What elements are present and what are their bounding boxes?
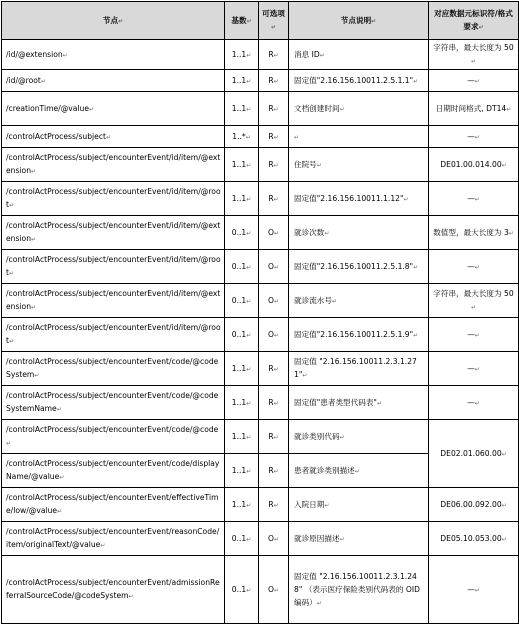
optional-cell: O↵ — [259, 522, 289, 556]
description-cell: 入院日期↵ — [289, 488, 429, 522]
table-row — [2, 488, 519, 522]
node-path-cell: /controlActProcess/subject/encounterEvent/code/@code↵ — [2, 420, 225, 454]
optional-cell: O↵ — [259, 216, 289, 250]
format-cell: —↵ — [429, 70, 519, 92]
node-path-cell: /id/@extension↵ — [2, 40, 225, 70]
cardinality-cell: 1..1↵ — [225, 352, 259, 386]
format-cell: —↵ — [429, 556, 519, 624]
cardinality-cell: 1..1↵ — [225, 70, 259, 92]
table-row — [2, 70, 519, 92]
table-row — [2, 284, 519, 318]
table-header-row — [2, 2, 519, 40]
format-cell: DE01.00.014.00↵ — [429, 148, 519, 182]
table-row — [2, 250, 519, 284]
cardinality-cell: 1..1↵ — [225, 92, 259, 126]
description-cell: 固定值"2.16.156.10011.2.5.1.8"↵ — [289, 250, 429, 284]
table-row — [2, 318, 519, 352]
cardinality-cell: 0..1↵ — [225, 522, 259, 556]
description-cell: 固定值"2.16.156.10011.2.5.1.9"↵ — [289, 318, 429, 352]
description-cell: 就诊流水号↵ — [289, 284, 429, 318]
optional-cell: R↵ — [259, 420, 289, 454]
format-cell: —↵ — [429, 352, 519, 386]
description-cell: 固定值 "2.16.156.10011.2.3.1.271"↵ — [289, 352, 429, 386]
cardinality-cell: 1..1↵ — [225, 454, 259, 488]
node-path-cell: /creationTime/@value↵ — [2, 92, 225, 126]
node-path-cell: /controlActProcess/subject/encounterEvent/code/@codeSystem↵ — [2, 352, 225, 386]
node-path-cell: /controlActProcess/subject/encounterEvent/effectiveTime/low/@value↵ — [2, 488, 225, 522]
data-element-table — [1, 1, 519, 624]
format-cell: 数值型，最大长度为 3↵ — [429, 216, 519, 250]
header-node: 节点↵ — [2, 2, 225, 40]
description-cell: 患者就诊类别描述↵ — [289, 454, 429, 488]
node-path-cell: /controlActProcess/subject/encounterEvent/id/item/@extension↵ — [2, 148, 225, 182]
format-cell: 日期时间格式, DT14↵ — [429, 92, 519, 126]
description-cell: 固定值 "2.16.156.10011.2.3.1.248" （表示医疗保险类别代码表的 OID 编码）↵ — [289, 556, 429, 624]
node-path-cell: /controlActProcess/subject/encounterEvent/id/item/@root↵ — [2, 250, 225, 284]
cardinality-cell: 1..*↵ — [225, 126, 259, 148]
description-cell: 消息 ID↵ — [289, 40, 429, 70]
table-row — [2, 182, 519, 216]
description-cell: 固定值"2.16.156.10011.1.12"↵ — [289, 182, 429, 216]
cardinality-cell: 1..1↵ — [225, 420, 259, 454]
optional-cell: O↵ — [259, 284, 289, 318]
node-path-cell: /controlActProcess/subject/encounterEvent/id/item/@extension↵ — [2, 216, 225, 250]
format-cell: —↵ — [429, 386, 519, 420]
format-cell: —↵ — [429, 126, 519, 148]
table-row — [2, 556, 519, 624]
optional-cell: O↵ — [259, 556, 289, 624]
cardinality-cell: 1..1↵ — [225, 488, 259, 522]
description-cell: 就诊原因描述↵ — [289, 522, 429, 556]
format-cell-merged: DE02.01.060.00↵ — [429, 420, 519, 488]
description-cell: 就诊次数↵ — [289, 216, 429, 250]
cardinality-cell: 0..1↵ — [225, 318, 259, 352]
description-cell: 文档创建时间↵ — [289, 92, 429, 126]
optional-cell: R↵ — [259, 70, 289, 92]
optional-cell: O↵ — [259, 250, 289, 284]
optional-cell: R↵ — [259, 454, 289, 488]
cardinality-cell: 1..1↵ — [225, 386, 259, 420]
format-cell: DE06.00.092.00↵ — [429, 488, 519, 522]
optional-cell: R↵ — [259, 182, 289, 216]
node-path-cell: /controlActProcess/subject/encounterEvent/code/@codeSystemName↵ — [2, 386, 225, 420]
optional-cell: R↵ — [259, 148, 289, 182]
format-cell: DE05.10.053.00↵ — [429, 522, 519, 556]
header-optional: 可选项↵ — [259, 2, 289, 40]
cardinality-cell: 0..1↵ — [225, 250, 259, 284]
description-cell: 固定值"2.16.156.10011.2.5.1.1"↵ — [289, 70, 429, 92]
table-row — [2, 126, 519, 148]
cardinality-cell: 0..1↵ — [225, 556, 259, 624]
node-path-cell: /id/@root↵ — [2, 70, 225, 92]
format-cell: 字符串，最大长度为 50↵ — [429, 284, 519, 318]
cardinality-cell: 1..1↵ — [225, 40, 259, 70]
format-cell: —↵ — [429, 318, 519, 352]
node-path-cell: /controlActProcess/subject/encounterEvent/id/item/@extension↵ — [2, 284, 225, 318]
node-path-cell: /controlActProcess/subject/encounterEvent/reasonCode/item/originalText/@value↵ — [2, 522, 225, 556]
description-cell: 住院号↵ — [289, 148, 429, 182]
format-cell: —↵ — [429, 182, 519, 216]
description-cell: 就诊类别代码↵ — [289, 420, 429, 454]
node-path-cell: /controlActProcess/subject/encounterEvent/code/displayName/@value↵ — [2, 454, 225, 488]
node-path-cell: /controlActProcess/subject/encounterEvent/admissionReferralSourceCode/@codeSystem↵ — [2, 556, 225, 624]
node-path-cell: /controlActProcess/subject↵ — [2, 126, 225, 148]
node-path-cell: /controlActProcess/subject/encounterEvent/id/item/@root↵ — [2, 318, 225, 352]
format-cell: —↵ — [429, 250, 519, 284]
cardinality-cell: 0..1↵ — [225, 284, 259, 318]
description-cell: ↵ — [289, 126, 429, 148]
table-row — [2, 148, 519, 182]
optional-cell: R↵ — [259, 352, 289, 386]
table-row — [2, 386, 519, 420]
cardinality-cell: 0..1↵ — [225, 216, 259, 250]
cardinality-cell: 1..1↵ — [225, 182, 259, 216]
optional-cell: O↵ — [259, 318, 289, 352]
table-row — [2, 216, 519, 250]
description-cell: 固定值"患者类型代码表"↵ — [289, 386, 429, 420]
table-row — [2, 522, 519, 556]
header-cardinality: 基数↵ — [225, 2, 259, 40]
optional-cell: R↵ — [259, 488, 289, 522]
optional-cell: R↵ — [259, 40, 289, 70]
header-node-description: 节点说明↵ — [289, 2, 429, 40]
optional-cell: R↵ — [259, 126, 289, 148]
format-cell: 字符串，最大长度为 50↵ — [429, 40, 519, 70]
node-path-cell: /controlActProcess/subject/encounterEvent/id/item/@root↵ — [2, 182, 225, 216]
cardinality-cell: 1..1↵ — [225, 148, 259, 182]
table-row — [2, 420, 519, 454]
optional-cell: R↵ — [259, 386, 289, 420]
header-data-element-format: 对应数据元标识符/格式要求↵ — [429, 2, 519, 40]
table-row — [2, 40, 519, 70]
table-row — [2, 352, 519, 386]
table-row — [2, 92, 519, 126]
optional-cell: R↵ — [259, 92, 289, 126]
